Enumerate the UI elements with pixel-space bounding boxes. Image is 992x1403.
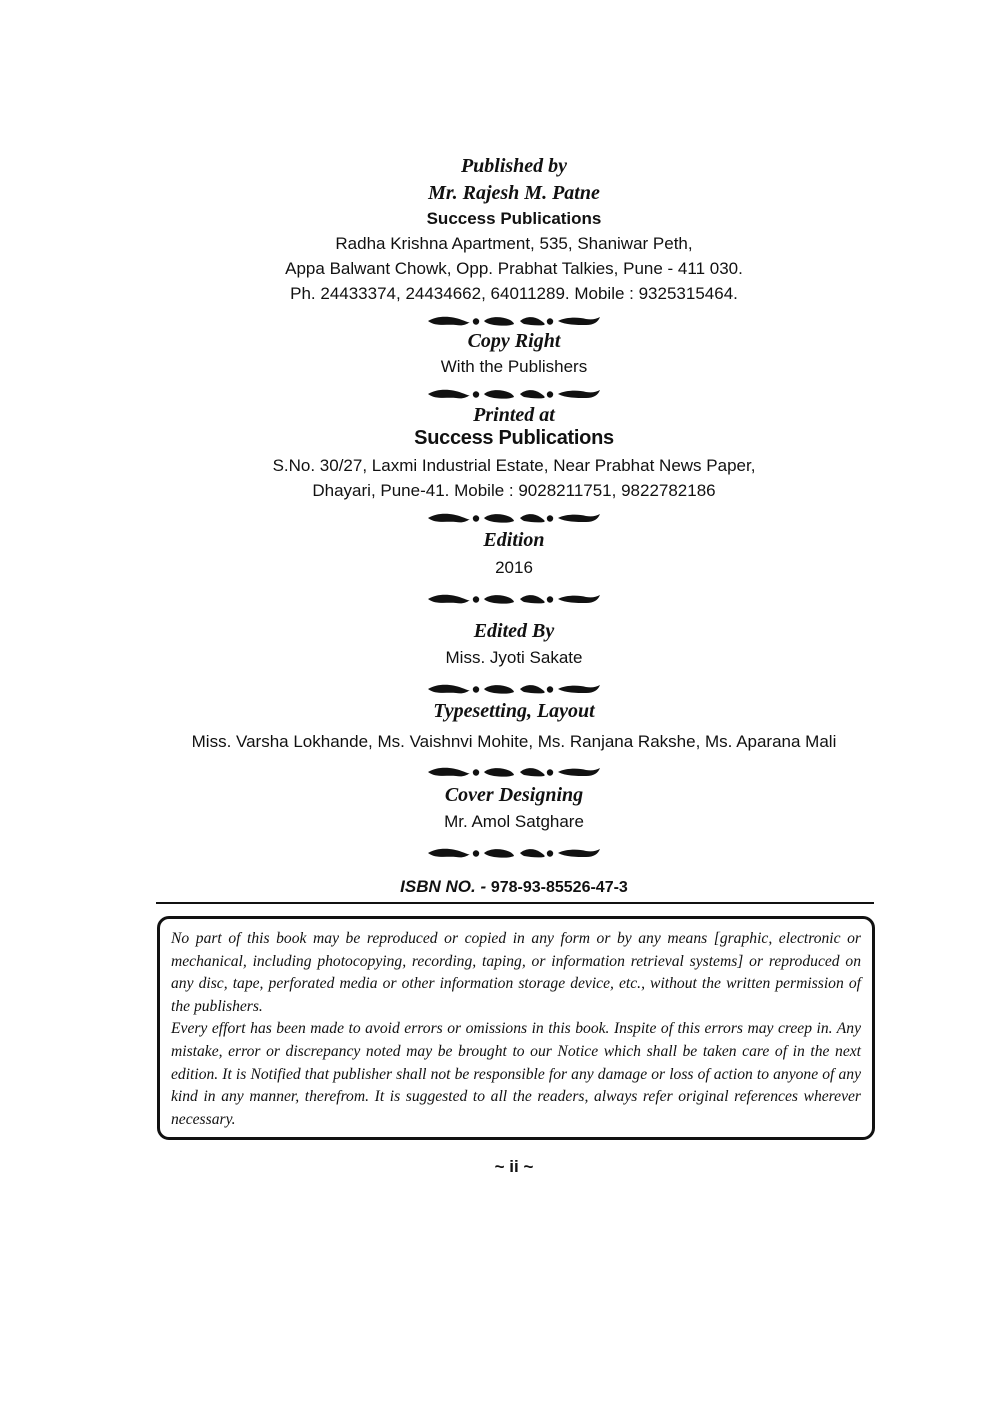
scroll-leaf-divider-icon: [426, 511, 602, 525]
copyright-value: With the Publishers: [440, 357, 588, 376]
isbn-line-text: [0, 877, 992, 897]
isbn-rule: [156, 902, 874, 904]
isbn-label: ISBN NO. -: [400, 877, 491, 896]
scroll-leaf-divider-icon: [426, 765, 602, 779]
publisher-company: Success Publications: [426, 209, 602, 228]
scroll-leaf-divider-icon: [426, 592, 602, 606]
edition-value: 2016: [495, 558, 533, 577]
notice-paragraph-1: No part of this book may be reproduced or copied in any form or by any means [graphic, electronic or mechanical, including photocopying, recording, taping, or information retrieval systems] or reproduced on any disc, tape, perforated media or other information storage device, etc., without the written permission of the publishers.: [171, 930, 861, 1015]
publisher-phone: Ph. 24433374, 24434662, 64011289. Mobile : 9325315464.: [290, 284, 738, 303]
printer-address-line1: S.No. 30/27, Laxmi Industrial Estate, Near Prabhat News Paper,: [272, 456, 756, 475]
edited-by-value: Miss. Jyoti Sakate: [445, 648, 583, 667]
cover-designing-value: Mr. Amol Satghare: [444, 812, 584, 831]
edition-heading: Edition: [483, 529, 545, 551]
scroll-leaf-divider-icon: [426, 314, 602, 328]
typesetting-heading: Typesetting, Layout: [433, 700, 595, 722]
page-number: ~ ii ~: [494, 1157, 534, 1176]
published-by-heading: Published by: [460, 155, 568, 177]
scroll-leaf-divider-icon: [426, 846, 602, 860]
printer-company: Success Publications: [414, 427, 614, 449]
isbn-value: 978-93-85526-47-3: [490, 879, 628, 896]
typesetting-value: Miss. Varsha Lokhande, Ms. Vaishnvi Mohite, Ms. Ranjana Rakshe, Ms. Aparana Mali: [191, 732, 837, 751]
publisher-address-line1: Radha Krishna Apartment, 535, Shaniwar Peth,: [335, 234, 693, 253]
printer-address-line2: Dhayari, Pune-41. Mobile : 9028211751, 9822782186: [312, 481, 716, 500]
scroll-leaf-divider-icon: [426, 387, 602, 401]
edited-by-heading: Edited By: [473, 620, 555, 642]
publisher-name: Mr. Rajesh M. Patne: [428, 182, 600, 204]
publisher-address-line2: Appa Balwant Chowk, Opp. Prabhat Talkies, Pune - 411 030.: [285, 259, 743, 278]
scroll-leaf-divider-icon: [426, 682, 602, 696]
notice-paragraph-2: Every effort has been made to avoid errors or omissions in this book. Inspite of this errors may creep in. Any mistake, error or discrepancy noted may be brought to our Notice which shall be taken care of in the next edition. It is Notified that publisher shall not be responsible for any damage or loss of action to anyone of any kind in any manner, therefrom. It is suggested to all the readers, always refer original references wherever necessary.: [171, 1020, 861, 1128]
copyright-heading: Copy Right: [467, 330, 561, 352]
cover-designing-heading: Cover Designing: [444, 784, 584, 806]
printed-at-heading: Printed at: [473, 404, 555, 426]
copyright-notice-box: [157, 916, 875, 1140]
